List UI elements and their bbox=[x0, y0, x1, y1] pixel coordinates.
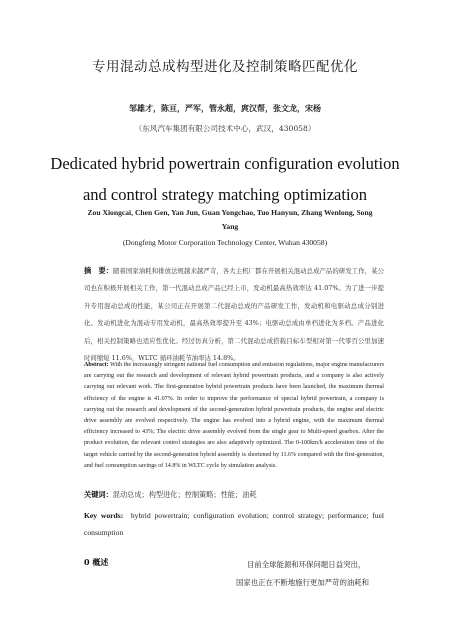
chinese-authors: 邹雄才，陈亘，严军，管永超，庹汉帮，张文龙，宋杨 bbox=[129, 103, 321, 113]
english-affiliation: (Dongfeng Motor Corporation Technology Center, Wuhan 430058) bbox=[122, 238, 328, 247]
chinese-keywords-text: 混动总成；构型进化；控制策略；性能；油耗 bbox=[112, 490, 257, 499]
chinese-affiliation: （东风汽车集团有限公司技术中心，武汉，430058） bbox=[134, 124, 316, 133]
english-keywords bbox=[84, 507, 384, 541]
chinese-abstract bbox=[84, 262, 384, 367]
english-authors: Zou Xiongcai, Chen Gen, Yan Jun, Guan Yongchao, Tuo Hanyun, Zhang Wenlong, Song Yang bbox=[87, 208, 373, 231]
chinese-keywords-label: 关键词： bbox=[84, 490, 113, 499]
english-keywords-text: hybrid powertrain; configuration evolution; control strategy; performance; fuel consumption bbox=[84, 511, 384, 537]
english-keywords-label: Key words: bbox=[84, 511, 124, 520]
english-abstract bbox=[84, 360, 384, 472]
english-abstract-label: Abstract: bbox=[84, 362, 109, 368]
section-body-line-1: 目前全球能源和环保问题日益突出， bbox=[247, 560, 366, 569]
chinese-title: 专用混动总成构型进化及控制策略匹配优化 bbox=[92, 59, 358, 75]
english-abstract-text: With the increasingly stringent national fuel consumption and emission regulations, major engine manufacturers are carrying out the research and development of relevant hybrid powertrain products, and a company is also actively carrying out relevant work. The first-generation hybrid powertrain products have been launched, the maximum thermal efficiency of the engine is 41.07%. In order to improve the performance of special hybrid powertrain, a company is carrying out the research and development of the second-generation hybrid powertrain products, the engine and electric drive assembly are evolved respectively. The engine has evolved into a hybrid engine, with the maximum thermal efficiency increased to 43%; The electric drive assembly evolved from the single gear to Multi-speed gearbox. After the product evolution, the relevant control strategies are also adaptively optimized. The 0-100km/h acceleration time of the target vehicle carried by the second-generation hybrid assembly is shortened by 11.6% compared with the first-generation, and fuel consumption savings of 14.8% in WLTC cycle by simulation analysis. bbox=[84, 362, 385, 469]
chinese-abstract-text: 随着国家油耗和排放法规越来越严苛，各大主机厂都在开展相关混动总成产品的研发工作，某公司也在积极开展相关工作，第一代混动总成产品已经上市，发动机最高热效率达 41.07%。为了进一步提升专用混动总成的性能，某公司正在开展第二代混动总成的产品研发工作，发动机和电驱动总成分别进化。发动机进化为混动专用发动机，最高热效率提升至 43%；电驱动总成由单档进化为多档。产品进化后，相关控制策略也适应性优化。经过仿真分析，第二代混动总成搭载目标车型相对第一代零百公里加速时间缩短 11.6%，WLTC 循环油耗节油率达 14.8%。 bbox=[84, 267, 384, 363]
english-title: Dedicated hybrid powertrain configuration evolution and control strategy matching optimization bbox=[50, 154, 400, 204]
section-body-text bbox=[236, 556, 396, 592]
chinese-abstract-label: 摘 要： bbox=[84, 266, 114, 275]
section-body-line-2: 国家也正在不断地施行更加严苛的油耗和 bbox=[236, 578, 370, 587]
chinese-keywords bbox=[84, 490, 384, 500]
section-heading: 0 概述 bbox=[84, 557, 109, 567]
